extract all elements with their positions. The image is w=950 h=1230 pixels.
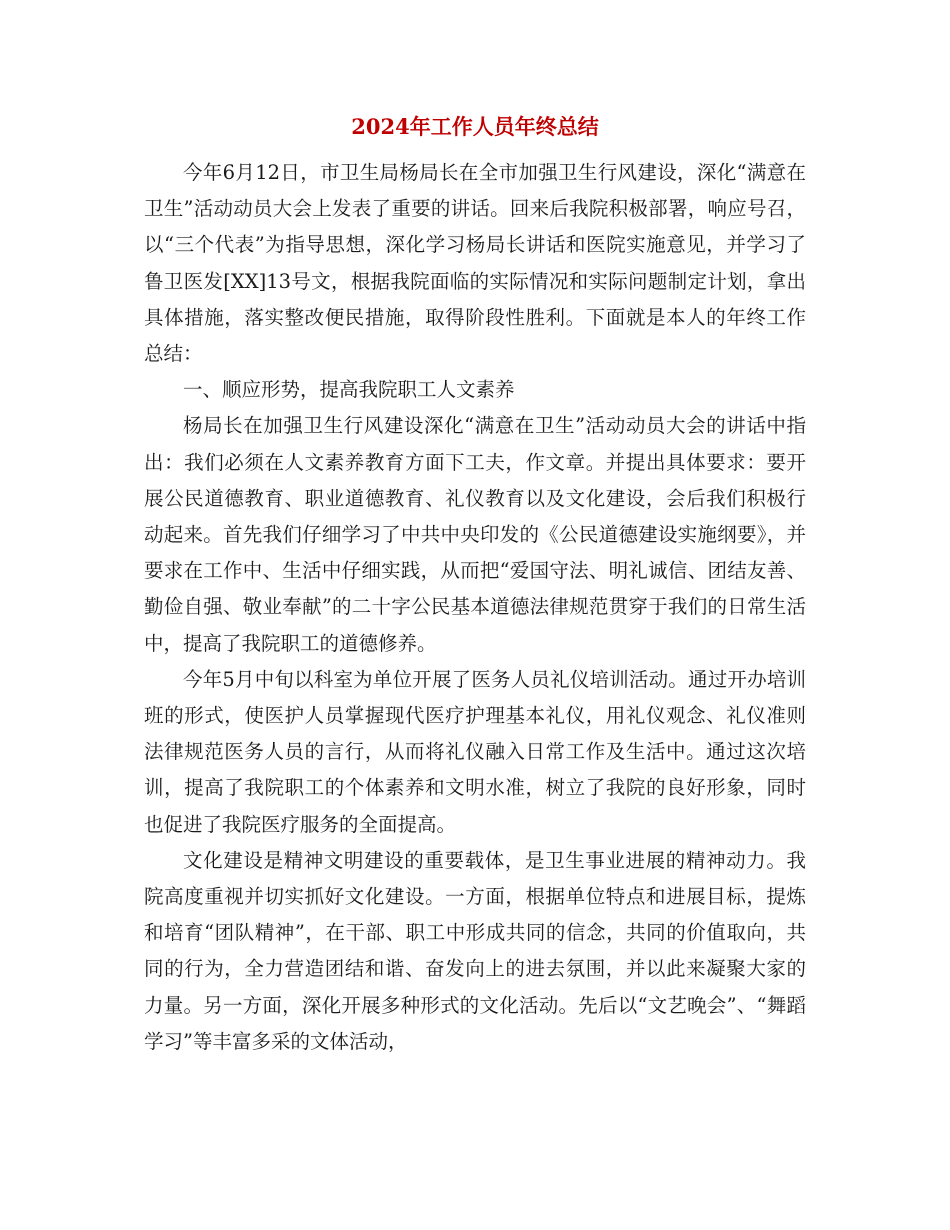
section-heading-1: 一、顺应形势，提高我院职工人文素养 — [183, 378, 515, 402]
paragraph-intro: 今年6月12日，市卫生局杨局长在全市加强卫生行风建设，深化“满意在卫生”活动动员大会上发表了重要的讲话。回来后我院积极部署，响应号召，以“三个代表”为指导思想，深化学习杨局长讲话和医院实施意见，并学习了鲁卫医发[XX]13号文，根据我院面临的实际情况和实际问题制定计划，拿出具体措施，落实整改便民措施，取得阶段性胜利。下面就是本人的年终工作总结： — [144, 161, 806, 366]
paragraph-etiquette-training: 今年5月中旬以科室为单位开展了医务人员礼仪培训活动。通过开办培训班的形式，使医护人员掌握现代医疗护理基本礼仪，用礼仪观念、礼仪准则法律规范医务人员的言行，从而将礼仪融入日常工作及生活中。通过这次培训，提高了我院职工的个体素养和文明水准，树立了我院的良好形象，同时也促进了我院医疗服务的全面提高。 — [144, 667, 806, 836]
paragraph-culture-building: 文化建设是精神文明建设的重要载体，是卫生事业进展的精神动力。我院高度重视并切实抓好文化建设。一方面，根据单位特点和进展目标，提炼和培育“团队精神”，在干部、职工中形成共同的信念，共同的价值取向，共同的行为，全力营造团结和谐、奋发向上的进去氛围，并以此来凝聚大家的力量。另一方面，深化开展多种形式的文化活动。先后以“文艺晚会”、“舞蹈学习”等丰富多采的文体活动， — [144, 848, 806, 1053]
paragraph-speech: 杨局长在加强卫生行风建设深化“满意在卫生”活动动员大会的讲话中指出：我们必须在人文素养教育方面下工夫，作文章。并提出具体要求：要开展公民道德教育、职业道德教育、礼仪教育以及文化建设，会后我们积极行动起来。首先我们仔细学习了中共中央印发的《公民道德建设实施纲要》，并要求在工作中、生活中仔细实践，从而把“爱国守法、明礼诚信、团结友善、勤俭自强、敬业奉献”的二十字公民基本道德法律规范贯穿于我们的日常生活中，提高了我院职工的道德修养。 — [144, 414, 806, 655]
document-body — [144, 155, 806, 1060]
document-title: 2024年工作人员年终总结 — [351, 114, 599, 139]
